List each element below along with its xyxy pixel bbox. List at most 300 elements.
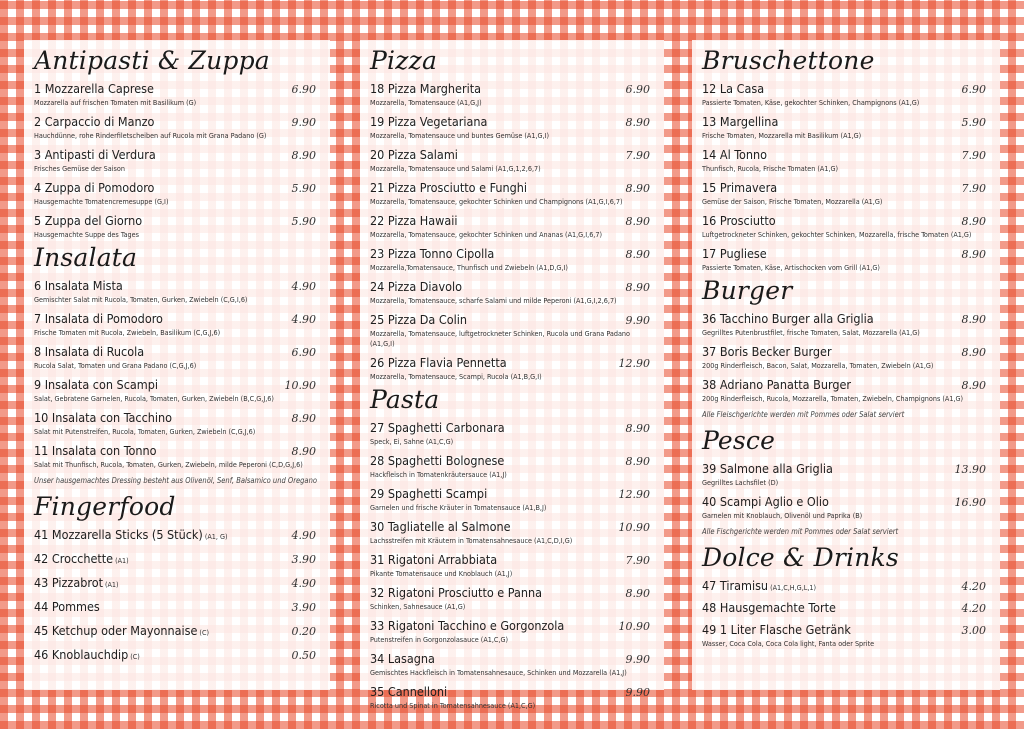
menu-item-name: 47 Tiramisu [702, 578, 769, 593]
menu-item-description: Hausgemachte Suppe des Tages [34, 230, 139, 239]
menu-item-row [702, 374, 992, 393]
menu-item [34, 407, 322, 437]
menu-item [702, 308, 992, 338]
menu-item-name: 5 Zuppa del Giorno [34, 213, 143, 228]
section-insalata [34, 243, 322, 486]
section-title: Insalata [34, 243, 138, 272]
menu-item-price: 6.90 [625, 83, 650, 96]
section-fingerfood [34, 492, 322, 663]
menu-item [702, 243, 992, 273]
menu-item-name: 20 Pizza Salami [370, 147, 458, 162]
menu-item-price: 5.90 [291, 215, 316, 228]
menu-item-name: 38 Adriano Panatta Burger [702, 377, 852, 392]
menu-item-row [702, 144, 992, 163]
menu-item-name: 36 Tacchino Burger alla Griglia [702, 311, 874, 326]
menu-item-row [702, 308, 992, 327]
menu-item-title [370, 352, 507, 371]
menu-item-description: Gemüse der Saison, Frische Tomaten, Mozzarella (A1,G) [702, 197, 883, 206]
menu-item-name: 14 Al Tonno [702, 147, 768, 162]
menu-item-name: 43 Pizzabrot [34, 575, 103, 590]
menu-item-name: 23 Pizza Tonno Cipolla [370, 246, 495, 261]
menu-item-price: 9.90 [625, 314, 650, 327]
menu-item-row [34, 210, 322, 229]
menu-item-price: 8.90 [625, 182, 650, 195]
menu-item-price: 4.20 [961, 580, 986, 593]
menu-item-row [702, 78, 992, 97]
menu-item-row [702, 111, 992, 130]
menu-item-title [34, 275, 123, 294]
menu-item-description: Mozzarella, Tomatensauce, scharfe Salami und milde Peperoni (A1,G,I,2,6,7) [370, 296, 617, 305]
menu-item-name: 27 Spaghetti Carbonara [370, 420, 505, 435]
menu-item-description: Gegrilltes Lachsfilet (D) [702, 478, 779, 487]
menu-item-title [702, 374, 851, 393]
menu-item-description: Pikante Tomatensauce und Knoblauch (A1,J) [370, 569, 513, 578]
menu-item [702, 575, 992, 594]
menu-item-price: 12.90 [618, 357, 650, 370]
menu-item-description: Garnelen mit Knoblauch, Olivenöl und Paprika (B) [702, 511, 863, 520]
menu-item [370, 144, 656, 174]
menu-item-row [370, 450, 656, 469]
menu-item-price: 10.90 [618, 521, 650, 534]
section-antipasti-and-zuppa [34, 46, 322, 240]
menu-item-description: Ricotta und Spinat in Tomatensahnesauce (A1,C,G) [370, 701, 536, 710]
menu-item-price: 4.90 [291, 529, 316, 542]
menu-item-allergens: (C) [199, 628, 209, 637]
menu-item-row [34, 275, 322, 294]
menu-item-price: 10.90 [618, 620, 650, 633]
menu-item-price: 9.90 [625, 686, 650, 699]
menu-item-description: 200g Rinderfleisch, Rucola, Mozzarella, Tomaten, Zwiebeln, Champignons (A1,G) [702, 394, 964, 403]
menu-item-title [702, 111, 778, 130]
menu-item-name: 16 Prosciutto [702, 213, 776, 228]
menu-item-row [370, 309, 656, 328]
menu-item [34, 374, 322, 404]
menu-item-description: Lachsstreifen mit Kräutern in Tomatensahnesauce (A1,C,D,I,G) [370, 536, 573, 545]
menu-item-price: 4.90 [291, 577, 316, 590]
menu-item-row [702, 177, 992, 196]
menu-item [34, 275, 322, 305]
menu-item [370, 681, 656, 711]
menu-item-name: 49 1 Liter Flasche Getränk [702, 622, 851, 637]
menu-item-name: 37 Boris Becker Burger [702, 344, 832, 359]
menu-item-title [34, 440, 156, 459]
menu-item-row [34, 440, 322, 459]
menu-item-title [34, 210, 142, 229]
menu-item-title [370, 615, 564, 634]
menu-item-title [370, 549, 497, 568]
menu-item-description: Gemischtes Hackfleisch in Tomatensahnesauce, Schinken und Mozzarella (A1,J) [370, 668, 627, 677]
menu-item-row [370, 681, 656, 700]
menu-item-allergens: (C) [130, 652, 140, 661]
menu-item-title [34, 572, 119, 591]
menu-item [370, 648, 656, 678]
menu-item-row [370, 111, 656, 130]
menu-item-description: Frisches Gemüse der Saison [34, 164, 125, 173]
menu-item-price: 7.90 [625, 554, 650, 567]
menu-item-title [370, 144, 458, 163]
menu-item-row [702, 210, 992, 229]
menu-item-price: 7.90 [961, 149, 986, 162]
menu-item-price: 5.90 [291, 182, 316, 195]
menu-item-title [370, 450, 504, 469]
menu-item [370, 210, 656, 240]
menu-item-name: 48 Hausgemachte Torte [702, 600, 836, 615]
section-title: Bruschettone [702, 46, 875, 75]
menu-item-price: 8.90 [625, 455, 650, 468]
section-title: Fingerfood [34, 492, 176, 521]
menu-item-description: Hauchdünne, rohe Rinderfiletscheiben auf Rucola mit Grana Padano (G) [34, 131, 267, 140]
menu-item-name: 41 Mozzarella Sticks (5 Stück) [34, 527, 203, 542]
menu-item [702, 210, 992, 240]
menu-item-price: 4.90 [291, 313, 316, 326]
menu-item-row [34, 644, 322, 663]
menu-item-price: 5.90 [961, 116, 986, 129]
menu-item-row [34, 620, 322, 639]
menu-item-title [34, 177, 154, 196]
menu-item-name: 9 Insalata con Scampi [34, 377, 158, 392]
menu-item-price: 9.90 [625, 653, 650, 666]
menu-item-name: 18 Pizza Margherita [370, 81, 482, 96]
menu-item-name: 24 Pizza Diavolo [370, 279, 462, 294]
menu-item-title [702, 78, 764, 97]
menu-item-price: 8.90 [961, 313, 986, 326]
menu-item-allergens: (A1,C,H,G,L,1) [770, 583, 817, 592]
menu-item-title [34, 78, 154, 97]
menu-item-title [370, 111, 487, 130]
menu-item-name: 2 Carpaccio di Manzo [34, 114, 155, 129]
menu-item-name: 19 Pizza Vegetariana [370, 114, 488, 129]
menu-item-description: 200g Rinderfleisch, Bacon, Salat, Mozzarella, Tomaten, Zwiebeln (A1,G) [702, 361, 934, 370]
menu-item-name: 45 Ketchup oder Mayonnaise [34, 623, 198, 638]
menu-item-row [370, 615, 656, 634]
section-pizza [370, 46, 656, 382]
menu-item-name: 28 Spaghetti Bolognese [370, 453, 505, 468]
menu-item-price: 4.90 [291, 280, 316, 293]
menu-item-title [370, 210, 457, 229]
menu-item-description: Mozzarella,Tomatensauce, Thunfisch und Zwiebeln (A1,D,G,I) [370, 263, 568, 272]
menu-item-row [370, 648, 656, 667]
menu-item-name: 40 Scampi Aglio e Olio [702, 494, 829, 509]
menu-item-price: 8.90 [625, 215, 650, 228]
menu-item-title [370, 648, 435, 667]
menu-item-allergens: (A1, G) [204, 532, 228, 541]
menu-item [34, 644, 322, 663]
section-note: Alle Fleischgerichte werden mit Pommes oder Salat serviert [702, 410, 905, 419]
menu-item [370, 309, 656, 349]
menu-item-name: 22 Pizza Hawaii [370, 213, 458, 228]
menu-item-title [34, 374, 158, 393]
menu-item [34, 111, 322, 141]
section-note: Alle Fischgerichte werden mit Pommes oder Salat serviert [702, 527, 899, 536]
menu-item-price: 8.90 [291, 412, 316, 425]
menu-item-title [34, 548, 129, 567]
menu-item-price: 8.90 [625, 248, 650, 261]
menu-item-price: 16.90 [954, 496, 986, 509]
menu-item-name: 29 Spaghetti Scampi [370, 486, 488, 501]
menu-item-description: Luftgetrockneter Schinken, gekochter Schinken, Mozzarella, frische Tomaten (A1,G) [702, 230, 972, 239]
menu-item-price: 6.90 [291, 346, 316, 359]
menu-item-title [34, 144, 156, 163]
menu-item-name: 46 Knoblauchdip [34, 647, 129, 662]
menu-item-row [702, 619, 992, 638]
menu-item-description: Mozzarella, Tomatensauce und buntes Gemüse (A1,G,I) [370, 131, 549, 140]
menu-item-name: 39 Salmone alla Griglia [702, 461, 833, 476]
menu-item [370, 549, 656, 579]
menu-item-description: Passierte Tomaten, Käse, gekochter Schinken, Champignons (A1,G) [702, 98, 920, 107]
menu-item-row [34, 548, 322, 567]
section-pesce [702, 426, 992, 537]
menu-item-row [34, 572, 322, 591]
menu-item-price: 8.90 [625, 116, 650, 129]
menu-item-row [370, 549, 656, 568]
section-dolce-and-drinks [702, 543, 992, 649]
menu-item-price: 7.90 [961, 182, 986, 195]
section-title: Pesce [702, 426, 776, 455]
section-burger [702, 276, 992, 420]
menu-item-name: 34 Lasagna [370, 651, 435, 666]
menu-item-title [702, 619, 851, 638]
menu-item-row [370, 210, 656, 229]
section-title: Pizza [370, 46, 438, 75]
menu-item-description: Thunfisch, Rucola, Frische Tomaten (A1,G) [702, 164, 839, 173]
menu-item [34, 308, 322, 338]
menu-item-name: 42 Crocchette [34, 551, 114, 566]
menu-item-description: Mozzarella, Tomatensauce, luftgetrockneter Schinken, Rucola und Grana Padano (A1,G,I) [370, 329, 630, 348]
menu-item-name: 21 Pizza Prosciutto e Funghi [370, 180, 528, 195]
menu-item-name: 11 Insalata con Tonno [34, 443, 157, 458]
menu-item [702, 177, 992, 207]
menu-item-name: 30 Tagliatelle al Salmone [370, 519, 511, 534]
menu-item-price: 0.50 [291, 649, 316, 662]
menu-item-description: Mozzarella, Tomatensauce (A1,G,J) [370, 98, 482, 107]
menu-item-row [370, 582, 656, 601]
menu-item-title [370, 243, 494, 262]
menu-item-description: Speck, Ei, Sahne (A1,C,G) [370, 437, 454, 446]
menu-item-price: 12.90 [618, 488, 650, 501]
menu-item [702, 619, 992, 649]
menu-item-row [34, 596, 322, 615]
menu-item [702, 597, 992, 616]
menu-item-price: 8.90 [625, 422, 650, 435]
section-title: Burger [702, 276, 793, 305]
menu-item-name: 3 Antipasti di Verdura [34, 147, 156, 162]
menu-item [34, 177, 322, 207]
menu-item [34, 572, 322, 591]
menu-column-2 [360, 40, 664, 710]
menu-item [702, 458, 992, 488]
menu-item-title [34, 407, 172, 426]
menu-item-name: 32 Rigatoni Prosciutto e Panna [370, 585, 543, 600]
menu-item-row [34, 78, 322, 97]
menu-item-name: 33 Rigatoni Tacchino e Gorgonzola [370, 618, 565, 633]
menu-item-title [702, 144, 767, 163]
menu-item-row [34, 374, 322, 393]
menu-item-title [702, 243, 767, 262]
menu-item-price: 8.90 [291, 445, 316, 458]
menu-column-1 [24, 40, 330, 690]
menu-item-description: Passierte Tomaten, Käse, Artischocken vom Grill (A1,G) [702, 263, 880, 272]
menu-item-title [34, 308, 163, 327]
menu-item-row [34, 524, 322, 543]
menu-item-description: Putenstreifen in Gorgonzolasauce (A1,C,G) [370, 635, 509, 644]
menu-item-title [34, 341, 144, 360]
menu-item-price: 8.90 [961, 215, 986, 228]
menu-item-row [34, 177, 322, 196]
menu-item-description: Mozzarella auf frischen Tomaten mit Basilikum (G) [34, 98, 197, 107]
menu-item [34, 440, 322, 470]
menu-item-name: 31 Rigatoni Arrabbiata [370, 552, 498, 567]
menu-item-allergens: (A1) [104, 580, 119, 589]
menu-item-row [370, 483, 656, 502]
menu-item-row [702, 575, 992, 594]
menu-column-3 [692, 40, 1000, 690]
menu-item-title [370, 78, 481, 97]
menu-item [702, 78, 992, 108]
menu-item-description: Wasser, Coca Cola, Coca Cola light, Fanta oder Sprite [702, 639, 875, 648]
menu-item-price: 13.90 [954, 463, 986, 476]
menu-item-title [702, 210, 776, 229]
menu-item-row [370, 144, 656, 163]
menu-item-price: 10.90 [284, 379, 316, 392]
menu-item-title [702, 491, 829, 510]
menu-item-title [34, 524, 228, 543]
menu-item-price: 6.90 [291, 83, 316, 96]
menu-item [370, 417, 656, 447]
menu-item-price: 3.90 [291, 601, 316, 614]
menu-item [370, 276, 656, 306]
menu-item [370, 111, 656, 141]
menu-item-description: Hackfleisch in Tomatenkräutersauce (A1,J) [370, 470, 507, 479]
menu-item [370, 352, 656, 382]
menu-item [34, 341, 322, 371]
menu-item-name: 44 Pommes [34, 599, 100, 614]
menu-item [370, 615, 656, 645]
menu-item-title [34, 596, 100, 615]
menu-item-price: 3.00 [961, 624, 986, 637]
menu-item-name: 26 Pizza Flavia Pennetta [370, 355, 507, 370]
menu-item-title [370, 309, 467, 328]
menu-item-title [702, 177, 777, 196]
menu-item-name: 7 Insalata di Pomodoro [34, 311, 163, 326]
menu-item-description: Salat mit Putenstreifen, Rucola, Tomaten, Gurken, Zwiebeln (C,G,J,6) [34, 427, 256, 436]
menu-item-name: 6 Insalata Mista [34, 278, 123, 293]
menu-item [34, 210, 322, 240]
menu-item-price: 0.20 [291, 625, 316, 638]
menu-item-description: Mozzarella, Tomatensauce, gekochter Schinken und Champignons (A1,G,I,6,7) [370, 197, 623, 206]
menu-item-description: Schinken, Sahnesauce (A1,G) [370, 602, 466, 611]
menu-item-row [34, 341, 322, 360]
menu-item-price: 6.90 [961, 83, 986, 96]
menu-item [370, 483, 656, 513]
menu-item-row [702, 341, 992, 360]
menu-item-price: 8.90 [625, 281, 650, 294]
section-bruschettone [702, 46, 992, 273]
menu-item-title [370, 483, 487, 502]
menu-item-title [34, 644, 140, 663]
section-title: Antipasti & Zuppa [34, 46, 270, 75]
menu-item [702, 144, 992, 174]
menu-item-price: 8.90 [625, 587, 650, 600]
menu-item-title [34, 111, 154, 130]
menu-item-row [34, 407, 322, 426]
menu-item-description: Frische Tomaten mit Rucola, Zwiebeln, Basilikum (C,G,J,6) [34, 328, 221, 337]
menu-item-title [370, 177, 527, 196]
menu-item-price: 8.90 [961, 248, 986, 261]
menu-item-title [370, 582, 542, 601]
menu-item-title [702, 597, 836, 616]
menu-item [34, 548, 322, 567]
menu-item [34, 596, 322, 615]
menu-item-description: Gegrilltes Putenbrustfilet, frische Tomaten, Salat, Mozzarella (A1,G) [702, 328, 920, 337]
menu-item-description: Rucola Salat, Tomaten und Grana Padano (C,G,J,6) [34, 361, 197, 370]
menu-item [370, 450, 656, 480]
menu-item-description: Hausgemachte Tomatencremesuppe (G,I) [34, 197, 169, 206]
menu-item-title [370, 417, 505, 436]
menu-item-description: Salat, Gebratene Garnelen, Rucola, Tomaten, Gurken, Zwiebeln (B,C,G,J,6) [34, 394, 274, 403]
menu-item-title [370, 681, 447, 700]
menu-item-row [702, 458, 992, 477]
menu-item [34, 144, 322, 174]
menu-item [34, 620, 322, 639]
menu-item-name: 15 Primavera [702, 180, 778, 195]
menu-item [370, 243, 656, 273]
menu-item-allergens: (A1) [115, 556, 129, 565]
menu-item-price: 8.90 [291, 149, 316, 162]
menu-item-price: 8.90 [961, 346, 986, 359]
menu-item-description: Salat mit Thunfisch, Rucola, Tomaten, Gurken, Zwiebeln, milde Peperoni (C,D,G,J,6) [34, 460, 303, 469]
menu-item-description: Gemischter Salat mit Rucola, Tomaten, Gurken, Zwiebeln (C,G,I,6) [34, 295, 248, 304]
menu-item-row [370, 177, 656, 196]
section-note: Unser hausgemachtes Dressing besteht aus Olivenöl, Senf, Balsamico und Oregano [34, 476, 317, 485]
menu-item [702, 374, 992, 404]
menu-item-name: 10 Insalata con Tacchino [34, 410, 173, 425]
menu-item-name: 1 Mozzarella Caprese [34, 81, 154, 96]
menu-item-price: 3.90 [291, 553, 316, 566]
menu-item [370, 177, 656, 207]
menu-item-row [702, 491, 992, 510]
menu-item-description: Mozzarella, Tomatensauce, Scampi, Rucola (A1,B,G,I) [370, 372, 542, 381]
menu-item-row [34, 111, 322, 130]
menu-item [34, 78, 322, 108]
menu-item-title [34, 620, 209, 639]
menu-item-description: Garnelen und frische Kräuter in Tomatensauce (A1,B,J) [370, 503, 547, 512]
menu-item-price: 4.20 [961, 602, 986, 615]
menu-item-row [370, 276, 656, 295]
menu-item [34, 524, 322, 543]
menu-item [702, 341, 992, 371]
menu-item-title [702, 308, 874, 327]
menu-item-description: Mozzarella, Tomatensauce, gekochter Schinken und Ananas (A1,G,I,6,7) [370, 230, 602, 239]
menu-item-description: Frische Tomaten, Mozzarella mit Basilikum (A1,G) [702, 131, 862, 140]
menu-item-name: 13 Margellina [702, 114, 779, 129]
menu-item-name: 35 Cannelloni [370, 684, 448, 699]
menu-item-row [370, 352, 656, 371]
menu-item [702, 491, 992, 521]
menu-item-name: 25 Pizza Da Colin [370, 312, 468, 327]
menu-item [370, 582, 656, 612]
menu-item-name: 8 Insalata di Rucola [34, 344, 145, 359]
menu-item-price: 9.90 [291, 116, 316, 129]
menu-item [370, 516, 656, 546]
menu-item-row [370, 417, 656, 436]
menu-item-row [702, 243, 992, 262]
menu-item-title [370, 276, 462, 295]
menu-item-row [370, 243, 656, 262]
menu-item-row [370, 78, 656, 97]
menu-item-title [370, 516, 511, 535]
section-title: Dolce & Drinks [702, 543, 899, 572]
menu-item-name: 4 Zuppa di Pomodoro [34, 180, 155, 195]
